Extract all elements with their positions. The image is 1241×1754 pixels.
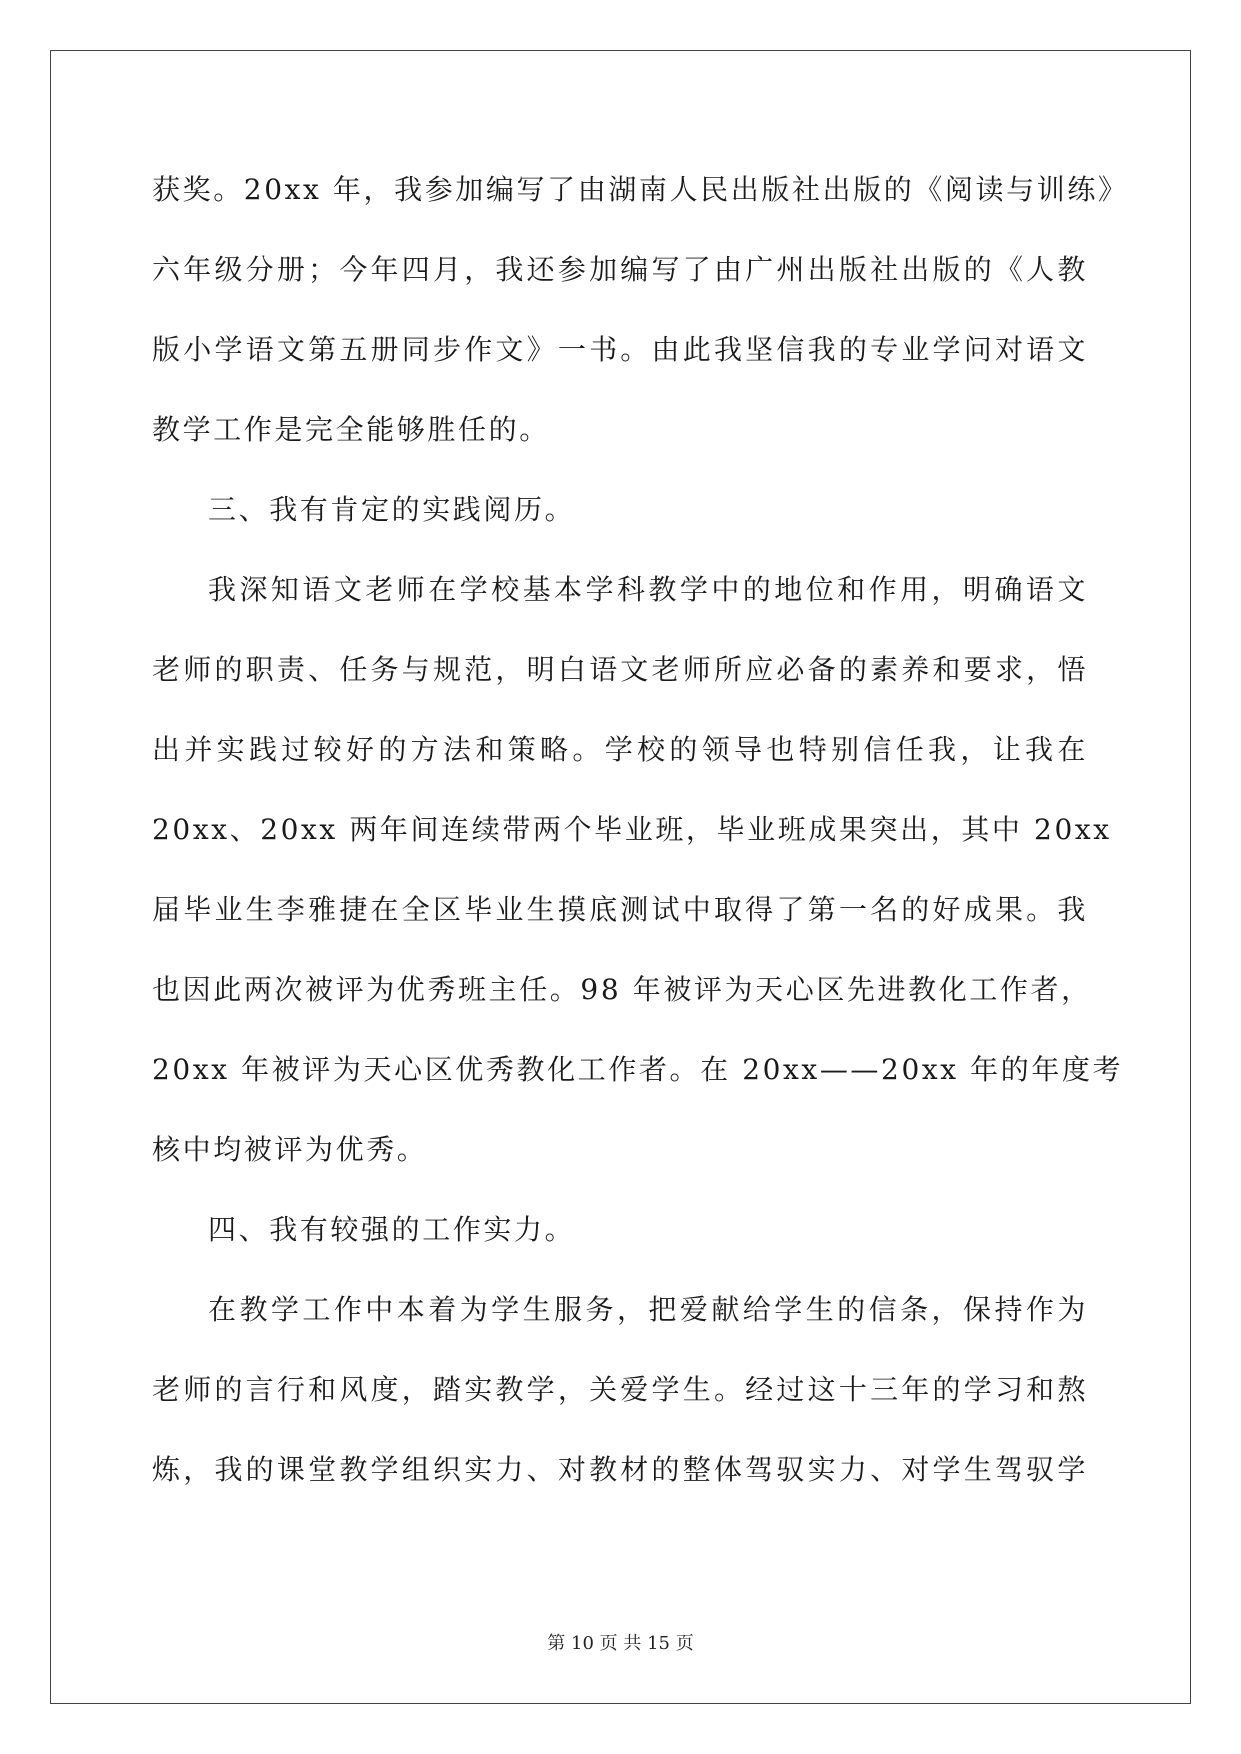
text-line: 教学工作是完全能够胜任的。: [152, 413, 550, 446]
text-line: 获奖。20xx 年，我参加编写了由湖南人民出版社出版的《阅读与训练》: [152, 173, 1129, 206]
page-number: 第 10 页 共 15 页: [547, 1633, 694, 1654]
text-line: 届毕业生李雅捷在全区毕业生摸底测试中取得了第一名的好成果。我: [152, 893, 1088, 926]
text-line: 我深知语文老师在学校基本学科教学中的地位和作用，明确语文: [208, 573, 1088, 606]
text-line: 版小学语文第五册同步作文》一书。由此我坚信我的专业学问对语文: [152, 333, 1088, 366]
text-line: 六年级分册；今年四月，我还参加编写了由广州出版社出版的《人教: [152, 253, 1088, 286]
text-line: 老师的职责、任务与规范，明白语文老师所应必备的素养和要求，悟: [152, 653, 1088, 686]
text-line: 在教学工作中本着为学生服务，把爱献给学生的信条，保持作为: [208, 1293, 1088, 1326]
text-line: 也因此两次被评为优秀班主任。98 年被评为天心区先进教化工作者，: [152, 973, 1092, 1006]
text-line: 炼，我的课堂教学组织实力、对教材的整体驾驭实力、对学生驾驭学: [152, 1453, 1088, 1486]
text-line: 核中均被评为优秀。: [152, 1133, 428, 1166]
text-line: 出并实践过较好的方法和策略。学校的领导也特别信任我，让我在: [152, 733, 1088, 766]
document-body: [152, 164, 1129, 1524]
text-line: 20xx 年被评为天心区优秀教化工作者。在 20xx——20xx 年的年度考: [152, 1053, 1124, 1086]
section-heading: 四、我有较强的工作实力。: [208, 1213, 576, 1246]
text-line: 20xx、20xx 两年间连续带两个毕业班，毕业班成果突出，其中 20xx: [152, 813, 1112, 846]
text-line: 老师的言行和风度，踏实教学，关爱学生。经过这十三年的学习和熬: [152, 1373, 1088, 1406]
section-heading: 三、我有肯定的实践阅历。: [208, 493, 576, 526]
